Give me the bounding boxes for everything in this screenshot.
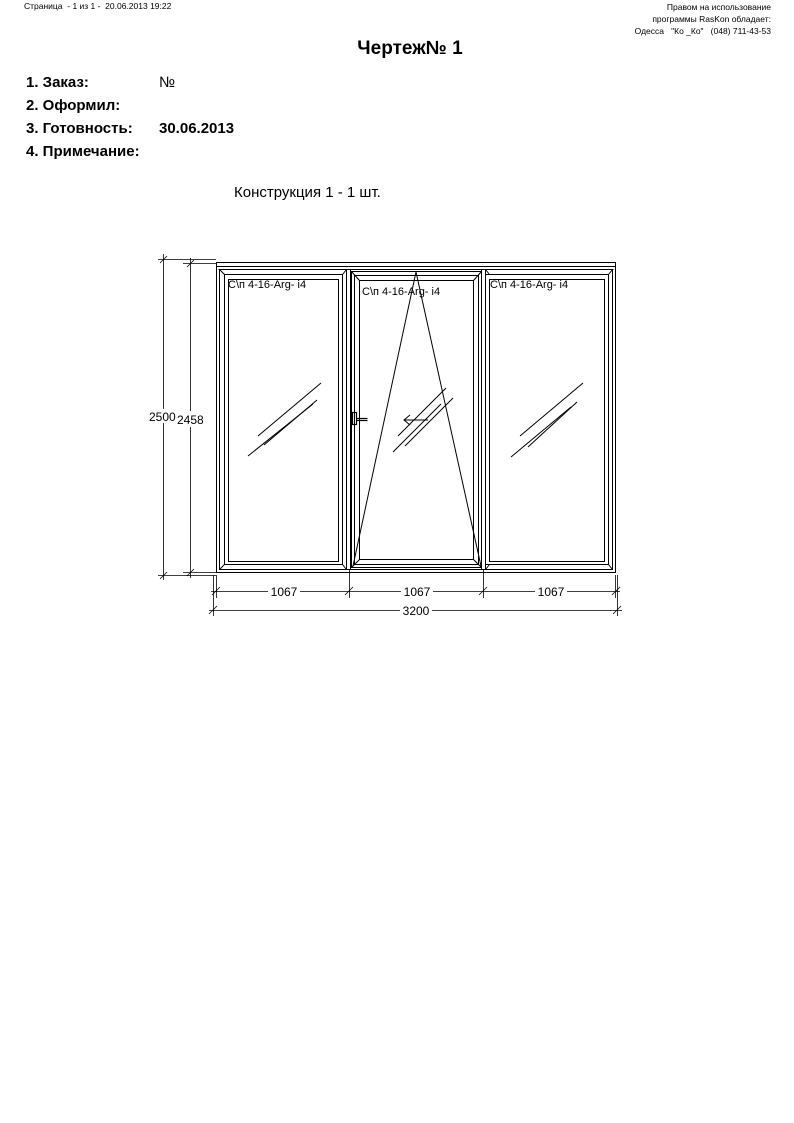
pane-middle-sash [352,272,482,568]
glass-label-middle: С\п 4-16-Arg- i4 [362,286,441,298]
width-label-right: 1067 [537,585,565,599]
opening-direction-arrow-icon [404,415,428,425]
field-order-value: № [159,74,176,91]
width-label-left: 1067 [270,585,298,599]
construction-label: Конструкция 1 - 1 шт. [234,184,381,201]
field-ready-date-label: 3. Готовность: [26,120,133,137]
pane-left [220,270,347,570]
field-order-label: 1. Заказ: [26,74,89,91]
rights-line-2: программы RasKon обладает: [652,14,771,24]
width-label-middle: 1067 [403,585,431,599]
pane-right [486,270,613,570]
field-ready-date-value: 30.06.2013 [159,120,235,137]
glass-reflection-right [511,383,583,457]
page-info: Страница - 1 из 1 - 20.06.2013 19:22 [24,1,172,11]
tilt-opening-lines [353,272,481,566]
width-label-total: 3200 [402,604,430,618]
height-inner-label: 2458 [177,413,204,427]
field-author-label: 2. Оформил: [26,97,121,114]
glass-reflection-left [248,383,321,456]
page-title: Чертеж№ 1 [357,38,463,59]
glass-label-left: С\п 4-16-Arg- i4 [228,279,307,291]
rights-line-1: Правом на использование [666,2,771,12]
glass-label-right: С\п 4-16-Arg- i4 [490,279,569,291]
rights-line-3: Одесса "Ко _Ко" (048) 711-43-53 [634,26,771,36]
field-note-label: 4. Примечание: [26,143,140,160]
height-outer-label: 2500 [149,410,176,424]
